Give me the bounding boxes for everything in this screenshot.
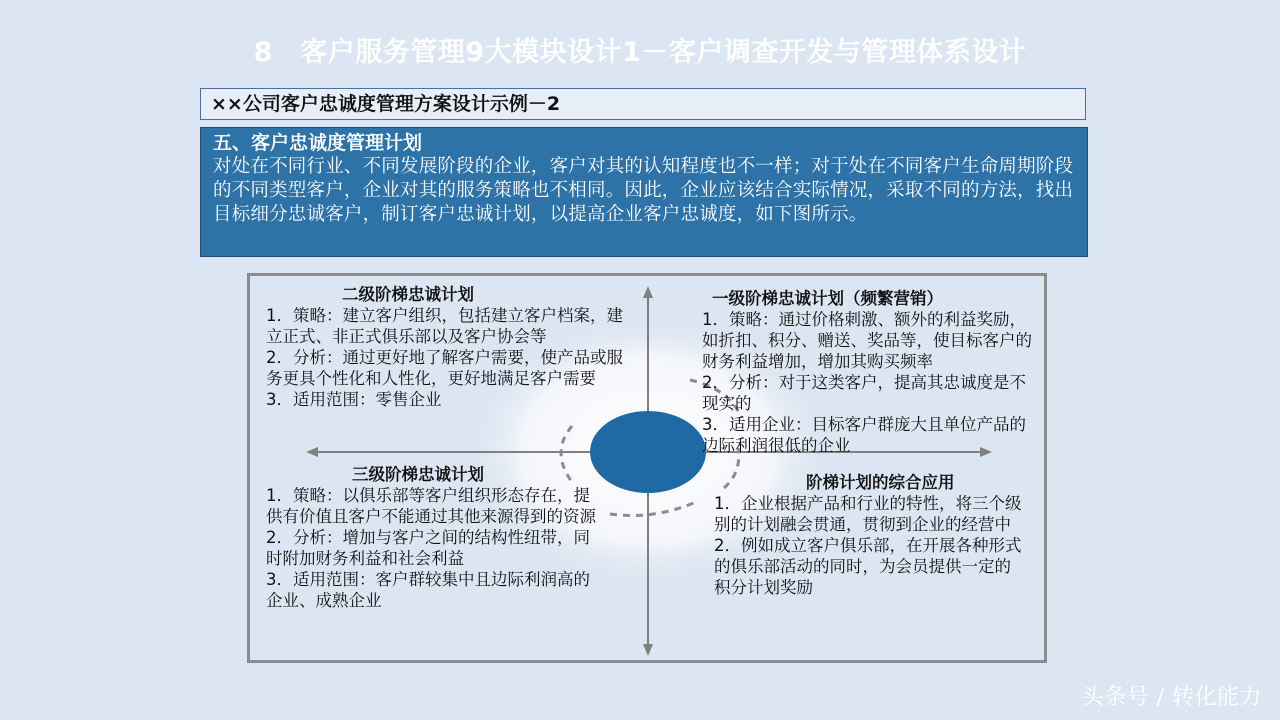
watermark: 头条号 / 转化能力 bbox=[1081, 685, 1262, 710]
quadrant-second-level bbox=[266, 284, 626, 410]
intro-text: 对处在不同行业、不同发展阶段的企业，客户对其的认知程度也不一样；对于处在不同客户生命周期阶段的不同类型客户，企业对其的服务策略也不相同。因此，企业应该结合实际情况，采取不同的方法，找出目标细分忠诚客户，制订客户忠诚计划，以提高企业客户忠诚度，如下图所示。 bbox=[213, 156, 1074, 225]
list-item: 2．分析：对于这类客户，提高其忠诚度是不现实的 bbox=[702, 373, 1026, 413]
quadrant-title: 阶梯计划的综合应用 bbox=[806, 473, 955, 492]
quadrant-combined-application bbox=[714, 472, 1024, 598]
intro-heading: 五、客户忠诚度管理计划 bbox=[213, 132, 423, 154]
loyalty-ladder-diagram bbox=[247, 273, 1047, 663]
axis-arrow-up-icon bbox=[643, 286, 653, 298]
subtitle-box bbox=[200, 88, 1086, 120]
quadrant-third-level bbox=[266, 464, 606, 611]
axis-arrow-down-icon bbox=[643, 644, 653, 656]
quadrant-first-level bbox=[702, 288, 1042, 456]
list-item: 2．例如成立客户俱乐部，在开展各种形式的俱乐部活动的同时，为会员提供一定的积分计划奖励 bbox=[714, 536, 1022, 597]
quadrant-title: 三级阶梯忠诚计划 bbox=[352, 465, 484, 484]
quadrant-title: 一级阶梯忠诚计划（频繁营销） bbox=[712, 289, 943, 308]
center-ellipse bbox=[590, 411, 706, 493]
list-item: 1．策略：建立客户组织，包括建立客户档案，建立正式、非正式俱乐部以及客户协会等 bbox=[266, 306, 623, 346]
list-item: 3．适用范围：零售企业 bbox=[266, 390, 442, 409]
list-item: 1．企业根据产品和行业的特性，将三个级别的计划融会贯通，贯彻到企业的经营中 bbox=[714, 494, 1022, 534]
list-item: 3．适用范围：客户群较集中且边际利润高的企业、成熟企业 bbox=[266, 570, 590, 610]
subtitle-text: ××公司客户忠诚度管理方案设计示例－2 bbox=[211, 93, 561, 115]
intro-box bbox=[200, 127, 1088, 257]
list-item: 1．策略：以俱乐部等客户组织形态存在，提供有价值且客户不能通过其他来源得到的资源 bbox=[266, 486, 596, 526]
list-item: 1．策略：通过价格刺激、额外的利益奖励，如折扣、积分、赠送、奖品等，使目标客户的财务利益增加，增加其购买频率 bbox=[702, 310, 1032, 371]
list-item: 2．分析：通过更好地了解客户需要，使产品或服务更具个性化和人性化，更好地满足客户需要 bbox=[266, 348, 623, 388]
list-item: 3．适用企业：目标客户群庞大且单位产品的边际利润很低的企业 bbox=[702, 415, 1026, 455]
axis-arrow-left-icon bbox=[306, 447, 318, 457]
list-item: 2．分析：增加与客户之间的结构性纽带，同时附加财务利益和社会利益 bbox=[266, 528, 590, 568]
page-title: 8 客户服务管理9大模块设计1－客户调查开发与管理体系设计 bbox=[253, 37, 1027, 68]
quadrant-title: 二级阶梯忠诚计划 bbox=[342, 285, 474, 304]
